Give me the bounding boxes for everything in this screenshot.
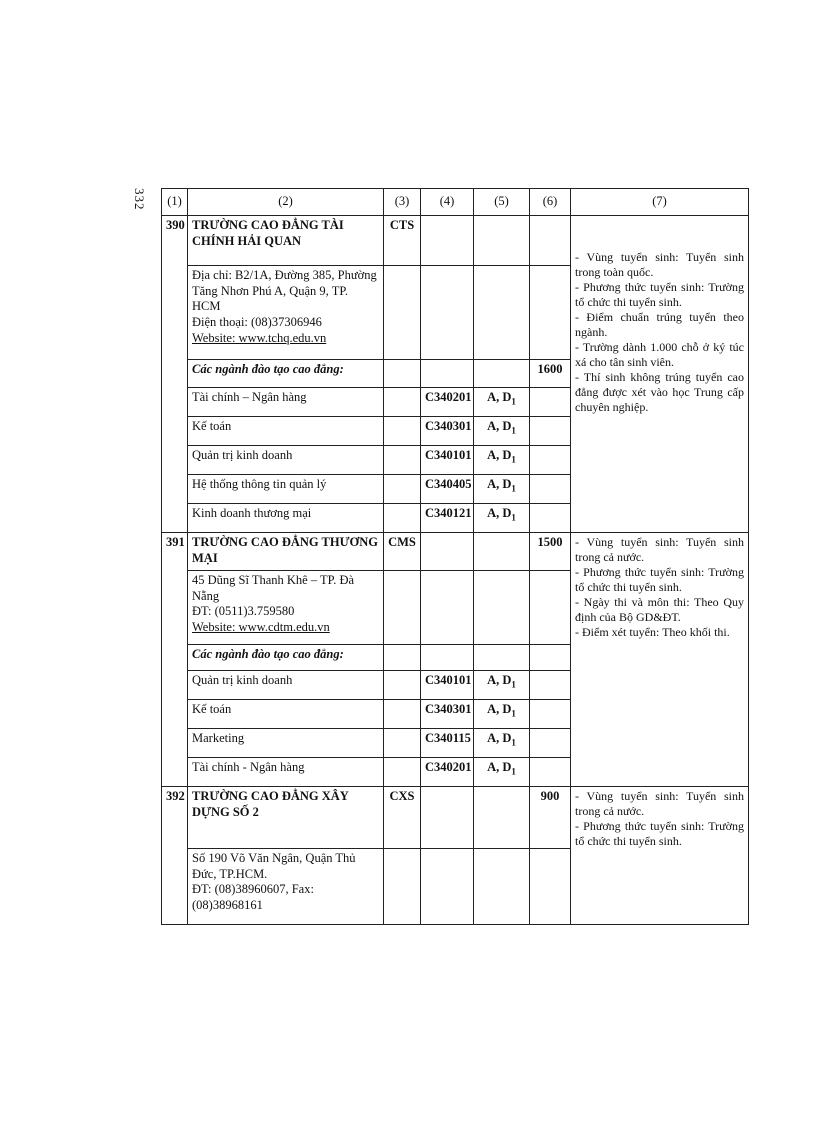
- header-col-4: (4): [421, 189, 474, 216]
- school-number: 392: [162, 787, 188, 925]
- program-name: Hệ thống thông tin quản lý: [188, 475, 384, 504]
- address-line: Số 190 Võ Văn Ngân, Quận Thủ Đức, TP.HCM.: [192, 851, 356, 881]
- school-number: 390: [162, 216, 188, 533]
- website-link[interactable]: Website: www.tchq.edu.vn: [192, 330, 327, 345]
- school-address: [188, 571, 384, 645]
- school-notes: [571, 787, 749, 925]
- program-block: A, $D_1$: [474, 671, 530, 700]
- block-subscript: 1: [511, 483, 516, 494]
- page-number: 332: [132, 188, 147, 211]
- program-code: C340301: [421, 417, 474, 446]
- phone-line: ĐT: (0511)3.759580: [192, 604, 295, 619]
- note-line: - Trường dành 1.000 chỗ ở ký túc xá cho tân sinh viên.: [575, 340, 744, 369]
- block-subscript: 1: [511, 396, 516, 407]
- program-code: C340101: [421, 671, 474, 700]
- header-col-1: (1): [162, 189, 188, 216]
- block-subscript: 1: [511, 708, 516, 719]
- note-line: - Phương thức tuyển sinh: Trường tổ chức thi tuyển sinh.: [575, 565, 744, 594]
- block-subscript: 1: [511, 454, 516, 465]
- programs-heading: Các ngành đào tạo cao đẳng:: [188, 645, 384, 671]
- program-block: A, $D_1$: [474, 700, 530, 729]
- header-col-2: (2): [188, 189, 384, 216]
- block-subscript: 1: [511, 679, 516, 690]
- program-name: Tài chính – Ngân hàng: [188, 388, 384, 417]
- website-link[interactable]: Website: www.cdtm.edu.vn: [192, 619, 330, 634]
- block-subscript: 1: [511, 737, 516, 748]
- school-notes: [571, 216, 749, 533]
- school-notes: [571, 533, 749, 787]
- program-name: Tài chính - Ngân hàng: [188, 758, 384, 787]
- header-col-5: (5): [474, 189, 530, 216]
- program-block: A, $D_1$: [474, 417, 530, 446]
- school-number: 391: [162, 533, 188, 787]
- program-name: Kế toán: [188, 700, 384, 729]
- program-code: C340201: [421, 758, 474, 787]
- quota: 1500: [530, 533, 571, 571]
- quota: 1600: [530, 360, 571, 388]
- program-block: A, $D_1$: [474, 504, 530, 533]
- program-block: A, $D_1$: [474, 758, 530, 787]
- admissions-table: [161, 188, 749, 925]
- program-name: Marketing: [188, 729, 384, 758]
- school-row: [162, 533, 749, 571]
- school-name: TRƯỜNG CAO ĐẲNG XÂY DỰNG SỐ 2: [188, 787, 384, 849]
- note-line: - Phương thức tuyển sinh: Trường tổ chức thi tuyển sinh.: [575, 819, 744, 848]
- program-block: A, $D_1$: [474, 388, 530, 417]
- program-code: C340405: [421, 475, 474, 504]
- school-row: [162, 787, 749, 849]
- program-block: A, $D_1$: [474, 446, 530, 475]
- programs-heading: Các ngành đào tạo cao đẳng:: [188, 360, 384, 388]
- address-line: 45 Dũng Sĩ Thanh Khê – TP. Đà Nẵng: [192, 573, 355, 603]
- program-block: A, $D_1$: [474, 729, 530, 758]
- note-line: - Điểm chuẩn trúng tuyển theo ngành.: [575, 310, 744, 339]
- note-line: - Điểm xét tuyển: Theo khối thi.: [575, 625, 730, 639]
- program-name: Quản trị kinh doanh: [188, 446, 384, 475]
- block-subscript: 1: [511, 766, 516, 777]
- school-code: CMS: [384, 533, 421, 571]
- school-code: CTS: [384, 216, 421, 266]
- quota: 900: [530, 787, 571, 849]
- header-col-6: (6): [530, 189, 571, 216]
- note-line: - Vùng tuyển sinh: Tuyển sinh trong toàn quốc.: [575, 250, 744, 279]
- phone-line: Điện thoại: (08)37306946: [192, 314, 322, 329]
- school-address: [188, 266, 384, 360]
- header-row: [162, 189, 749, 216]
- school-row: [162, 216, 749, 266]
- program-code: C340101: [421, 446, 474, 475]
- note-line: - Vùng tuyển sinh: Tuyển sinh trong cả nước.: [575, 535, 744, 564]
- note-line: - Vùng tuyển sinh: Tuyển sinh trong cả nước.: [575, 789, 744, 818]
- note-line: - Ngày thi và môn thi: Theo Quy định của Bộ GD&ĐT.: [575, 595, 744, 624]
- note-line: - Thí sinh không trúng tuyển cao đẳng được xét vào học Trung cấp chuyên nghiệp.: [575, 370, 744, 414]
- program-code: C340301: [421, 700, 474, 729]
- school-name: TRƯỜNG CAO ĐẲNG TÀI CHÍNH HẢI QUAN: [188, 216, 384, 266]
- block-subscript: 1: [511, 512, 516, 523]
- program-code: C340121: [421, 504, 474, 533]
- program-block: A, $D_1$: [474, 475, 530, 504]
- program-code: C340201: [421, 388, 474, 417]
- address-line: Địa chỉ: B2/1A, Đường 385, Phường Tăng Nhơn Phú A, Quận 9, TP. HCM: [192, 268, 377, 314]
- program-code: C340115: [421, 729, 474, 758]
- note-line: - Phương thức tuyển sinh: Trường tổ chức thi tuyển sinh.: [575, 280, 744, 309]
- school-name: TRƯỜNG CAO ĐẲNG THƯƠNG MẠI: [188, 533, 384, 571]
- block-subscript: 1: [511, 425, 516, 436]
- header-col-7: (7): [571, 189, 749, 216]
- phone-line: ĐT: (08)38960607, Fax: (08)38968161: [192, 882, 314, 912]
- program-name: Kinh doanh thương mại: [188, 504, 384, 533]
- header-col-3: (3): [384, 189, 421, 216]
- school-code: CXS: [384, 787, 421, 849]
- program-name: Kế toán: [188, 417, 384, 446]
- school-address: [188, 849, 384, 925]
- program-name: Quản trị kinh doanh: [188, 671, 384, 700]
